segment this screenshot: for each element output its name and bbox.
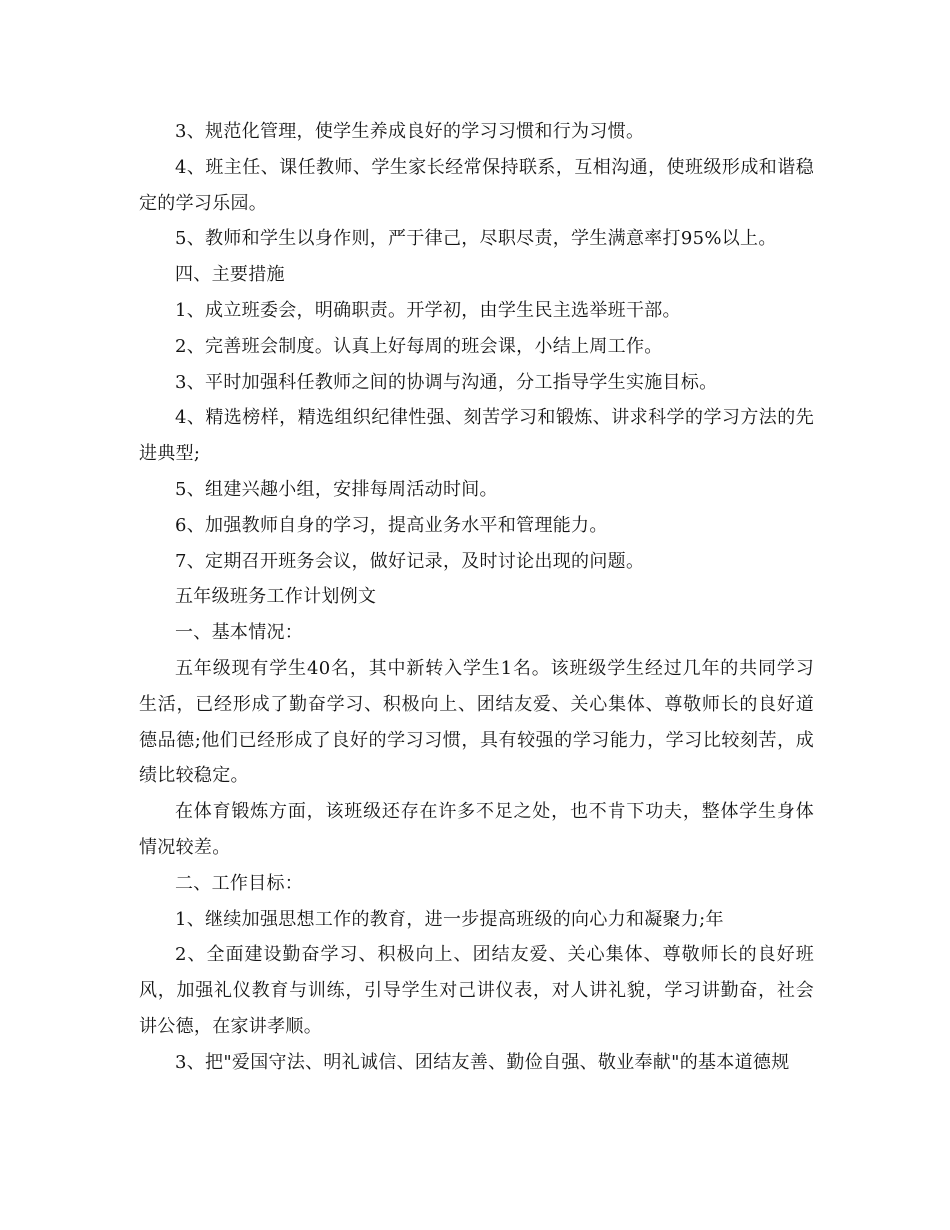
section-heading: 二、工作目标： [175, 872, 304, 894]
paragraph: 2、完善班会制度。认真上好每周的班会课，小结上周工作。 [175, 335, 663, 357]
paragraph: 3、规范化管理，使学生养成良好的学习习惯和行为习惯。 [175, 121, 645, 142]
paragraph: 2、全面建设勤奋学习、积极向上、团结友爱、关心集体、尊敬师长的良好班风，加强礼仪教育与训练，引导学生对己讲仪表，对人讲礼貌，学习讲勤奋，社会讲公德，在家讲孝顺。 [139, 944, 814, 1037]
paragraph: 4、精选榜样，精选组织纪律性强、刻苦学习和锻炼、讲求科学的学习方法的先进典型; [139, 407, 814, 465]
document-subtitle: 五年级班务工作计划例文 [175, 586, 377, 608]
paragraph: 五年级现有学生40名，其中新转入学生1名。该班级学生经过几年的共同学习生活，已经形成了勤奋学习、积极向上、团结友爱、关心集体、尊敬师长的良好道德品德;他们已经形成了良好的学习习惯，具有较强的学习能力，学习比较刻苦，成绩比较稳定。 [139, 657, 814, 787]
paragraph: 4、班主任、课任教师、学生家长经常保持联系，互相沟通，使班级形成和谐稳定的学习乐园。 [139, 156, 814, 214]
paragraph: 3、把"爱国守法、明礼诚信、团结友善、勤俭自强、敬业奉献"的基本道德规 [175, 1051, 790, 1073]
paragraph: 在体育锻炼方面，该班级还存在许多不足之处，也不肯下功夫，整体学生身体情况较差。 [139, 801, 814, 858]
paragraph: 1、继续加强思想工作的教育，进一步提高班级的向心力和凝聚力;年 [175, 908, 724, 930]
paragraph: 6、加强教师自身的学习，提高业务水平和管理能力。 [175, 514, 608, 536]
paragraph: 5、教师和学生以身作则，严于律己，尽职尽责，学生满意率打95%以上。 [175, 228, 777, 250]
paragraph: 1、成立班委会，明确职责。开学初，由学生民主选举班干部。 [175, 299, 681, 321]
section-heading: 四、主要措施 [175, 264, 285, 286]
paragraph: 3、平时加强科任教师之间的协调与沟通，分工指导学生实施目标。 [175, 371, 718, 393]
section-heading: 一、基本情况： [175, 622, 304, 644]
paragraph: 7、定期召开班务会议，做好记录，及时讨论出现的问题。 [175, 550, 645, 572]
document-body [139, 114, 814, 1081]
paragraph: 5、组建兴趣小组，安排每周活动时间。 [175, 478, 498, 500]
